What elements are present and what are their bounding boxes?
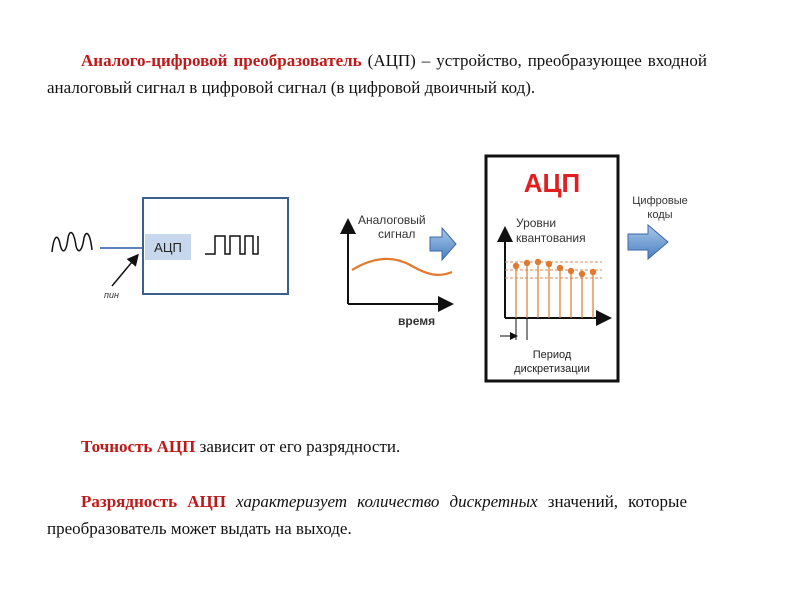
analog-label-line1: Аналоговый bbox=[358, 213, 426, 227]
adc-box-label: АЦП bbox=[154, 240, 182, 255]
period-label-line2: дискретизации bbox=[514, 363, 590, 375]
levels-label-line1: Уровни bbox=[516, 216, 557, 230]
output-arrow-icon bbox=[628, 225, 668, 259]
input-arrow-icon bbox=[430, 228, 456, 260]
resolution-term: Разрядность АЦП bbox=[81, 492, 226, 511]
resolution-text-normal: значений, которые преобразователь может выдать на выходе. bbox=[47, 492, 687, 538]
analog-label-line2: сигнал bbox=[378, 227, 416, 241]
intro-text: (АЦП) – устройство, преобразующее входной аналоговый сигнал в цифровой сигнал (в цифровой двоичный код). bbox=[47, 51, 707, 97]
accuracy-term: Точность АЦП bbox=[81, 437, 196, 456]
accuracy-paragraph bbox=[81, 433, 701, 460]
time-label: время bbox=[398, 314, 436, 328]
pin-label: пин bbox=[104, 290, 119, 300]
pin-arrow bbox=[112, 256, 137, 286]
resolution-paragraph bbox=[47, 488, 687, 542]
intro-paragraph bbox=[47, 47, 707, 101]
digital-label-line1: Цифровые bbox=[632, 195, 688, 207]
accuracy-text: зависит от его разрядности. bbox=[195, 437, 401, 456]
adc-title: АЦП bbox=[523, 168, 581, 198]
adc-term: Аналого-цифровой преобразователь bbox=[81, 51, 362, 70]
simple-adc-diagram bbox=[40, 190, 310, 320]
resolution-text-italic: характеризует количество дискретных bbox=[225, 492, 538, 511]
analog-signal-curve bbox=[352, 259, 452, 275]
digital-label-line2: коды bbox=[647, 209, 673, 221]
period-label-line1: Период bbox=[532, 349, 572, 361]
analog-wave-icon bbox=[52, 232, 92, 252]
levels-label-line2: квантования bbox=[516, 231, 586, 245]
adc-process-diagram bbox=[330, 150, 700, 390]
